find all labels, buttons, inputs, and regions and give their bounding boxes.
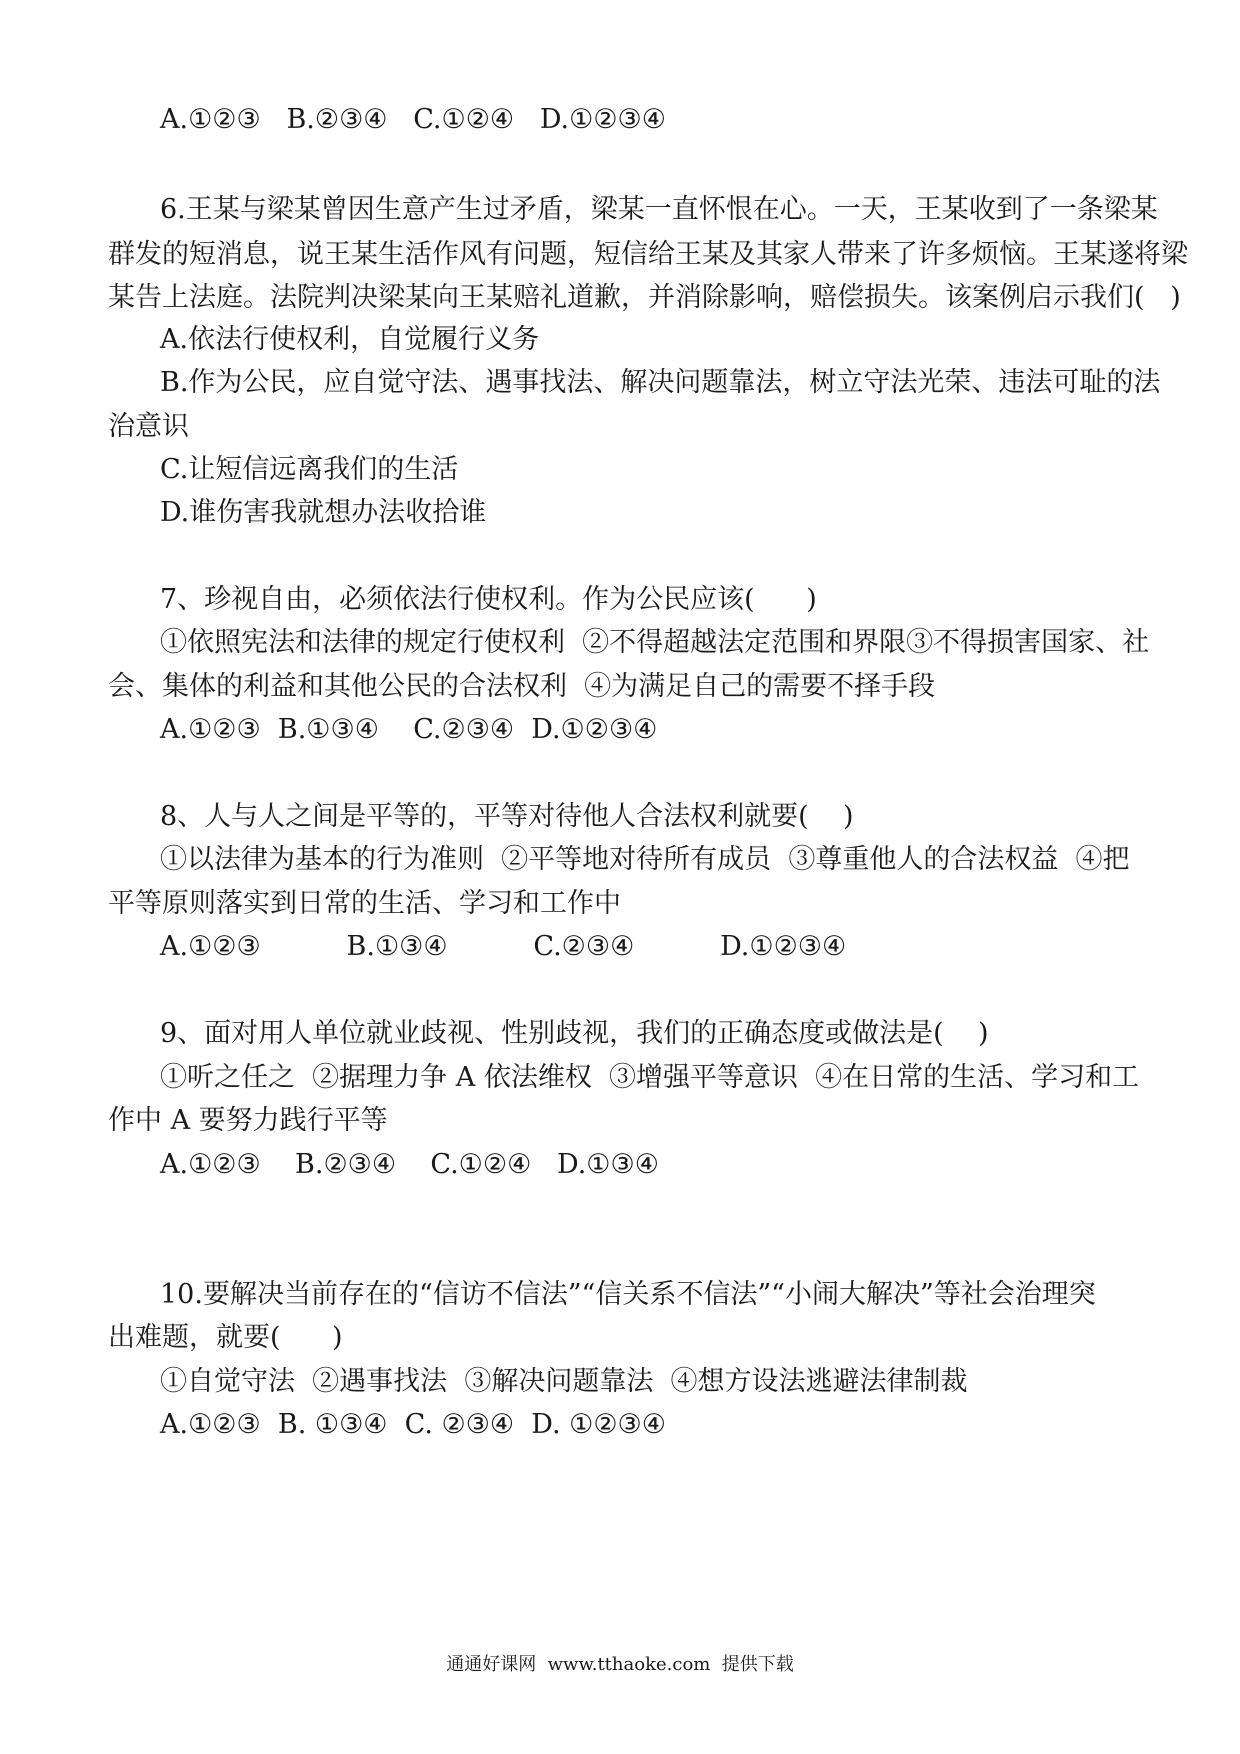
q6-option-a: A.依法行使权利，自觉履行义务 xyxy=(160,324,540,355)
q6-stem-line-1: 6.王某与梁某曾因生意产生过矛盾，梁某一直怀恨在心。一天，王某收到了一条梁某 xyxy=(160,194,1158,225)
q7-items-line-2: 会、集体的利益和其他公民的合法权利 ④为满足自己的需要不择手段 xyxy=(108,671,936,702)
q6-option-d: D.谁伤害我就想办法收拾谁 xyxy=(160,497,487,528)
q8-stem: 8、人与人之间是平等的，平等对待他人合法权利就要( ) xyxy=(160,801,854,832)
q6-stem-line-3: 某告上法庭。法院判决梁某向王某赔礼道歉，并消除影响，赔偿损失。该案例启示我们( ) xyxy=(108,282,1181,313)
q8-options: A.①②③ B.①③④ C.②③④ D.①②③④ xyxy=(160,931,847,962)
q6-stem-line-2: 群发的短消息，说王某生活作风有问题，短信给王某及其家人带来了许多烦恼。王某遂将梁 xyxy=(108,239,1188,270)
q7-options: A.①②③ B.①③④ C.②③④ D.①②③④ xyxy=(160,714,658,745)
q10-stem-line-1: 10.要解决当前存在的“信访不信法”“信关系不信法”“小闹大解决”等社会治理突 xyxy=(160,1279,1096,1310)
q9-stem: 9、面对用人单位就业歧视、性别歧视，我们的正确态度或做法是( ) xyxy=(160,1018,989,1049)
q10-stem-line-2: 出难题，就要( ) xyxy=(108,1322,343,1353)
q8-items-line-1: ①以法律为基本的行为准则 ②平等地对待所有成员 ③尊重他人的合法权益 ④把 xyxy=(160,844,1130,875)
q8-items-line-2: 平等原则落实到日常的生活、学习和工作中 xyxy=(108,888,621,919)
q7-stem: 7、珍视自由，必须依法行使权利。作为公民应该( ) xyxy=(160,584,817,615)
q9-options: A.①②③ B.②③④ C.①②④ D.①③④ xyxy=(160,1149,659,1180)
q9-items-line-2: 作中 A 要努力践行平等 xyxy=(108,1105,388,1136)
q10-options: A.①②③ B. ①③④ C. ②③④ D. ①②③④ xyxy=(160,1409,666,1440)
q7-items-line-1: ①依照宪法和法律的规定行使权利 ②不得超越法定范围和界限③不得损害国家、社 xyxy=(160,627,1150,658)
q6-option-c: C.让短信远离我们的生活 xyxy=(160,454,459,485)
page-footer: 通通好课网 www.tthaoke.com 提供下载 xyxy=(446,1654,794,1675)
q5-options: A.①②③ B.②③④ C.①②④ D.①②③④ xyxy=(160,104,666,135)
q6-option-b-line-1: B.作为公民，应自觉守法、遇事找法、解决问题靠法，树立守法光荣、违法可耻的法 xyxy=(160,367,1161,398)
q10-items: ①自觉守法 ②遇事找法 ③解决问题靠法 ④想方设法逃避法律制裁 xyxy=(160,1366,968,1397)
q9-items-line-1: ①听之任之 ②据理力争 A 依法维权 ③增强平等意识 ④在日常的生活、学习和工 xyxy=(160,1062,1140,1093)
q6-option-b-line-2: 治意识 xyxy=(108,411,189,442)
